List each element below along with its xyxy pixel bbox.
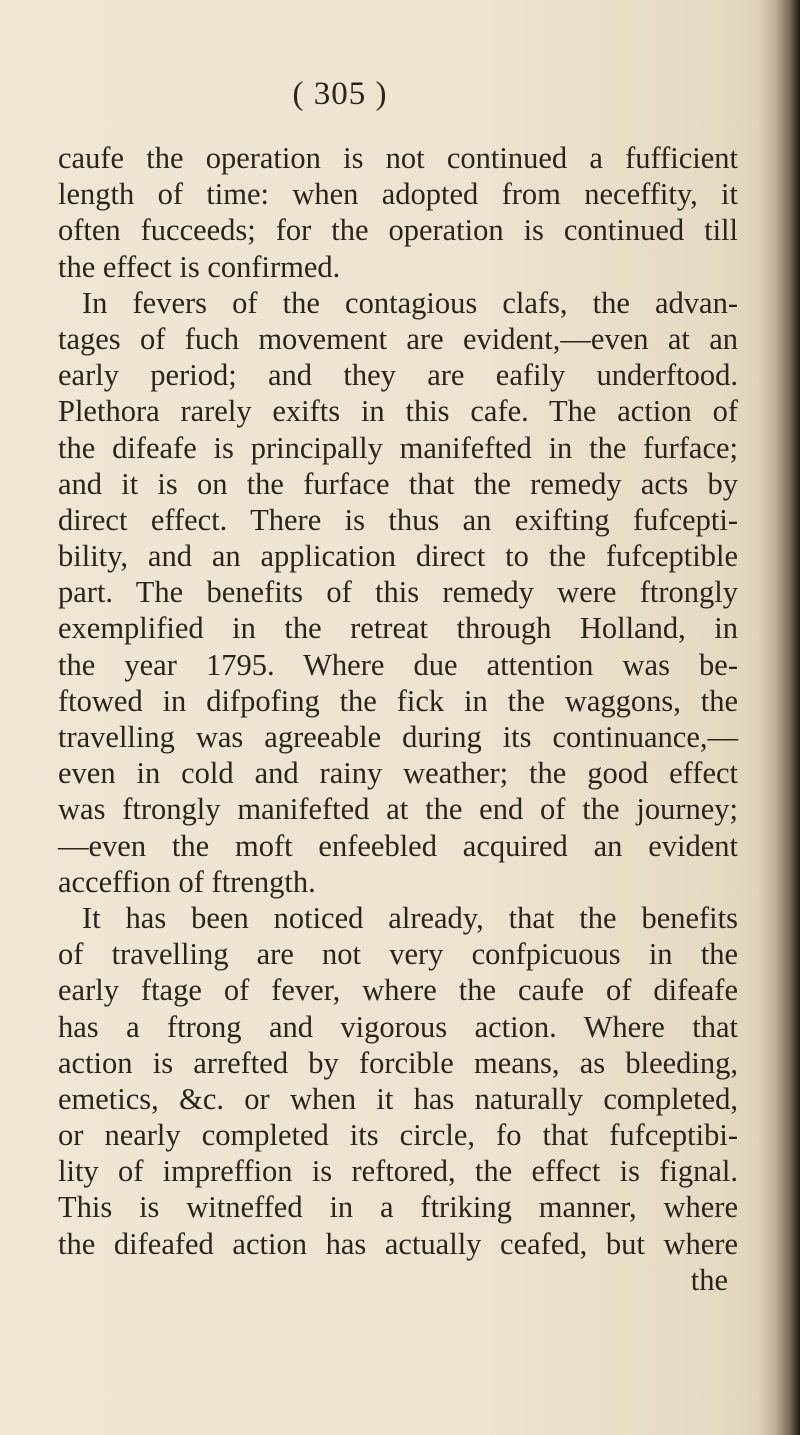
book-spine-shadow — [758, 0, 800, 1435]
paragraph-start-line: In fevers of the contagious clafs, the advan- — [82, 285, 738, 320]
text-line: This is witneffed in a ftriking manner, where — [58, 1190, 738, 1225]
text-line: acceffion of ftrength. — [58, 864, 316, 899]
text-line: Plethora rarely exifts in this cafe. The action of — [58, 394, 738, 429]
text-line: the difeafed action has actually ceafed, but where — [58, 1226, 738, 1261]
text-line: bility, and an application direct to the fufceptible — [58, 539, 738, 574]
text-line: lity of impreffion is reftored, the effect is fignal. — [58, 1154, 738, 1189]
text-line: or nearly completed its circle, fo that fufceptibi- — [58, 1118, 738, 1153]
text-line: ftowed in difpofing the fick in the waggons, the — [58, 683, 738, 718]
text-line: was ftrongly manifefted at the end of the journey; — [58, 792, 738, 827]
text-line: direct effect. There is thus an exifting fufcepti- — [58, 502, 738, 537]
text-line: exemplified in the retreat through Holland, in — [58, 611, 738, 646]
text-line: and it is on the furface that the remedy acts by — [58, 466, 738, 501]
paragraph-start-line: It has been noticed already, that the benefits — [82, 900, 738, 935]
text-line: caufe the operation is not continued a fufficient — [58, 141, 738, 175]
page-number: ( 305 ) — [292, 76, 388, 112]
text-line: action is arrefted by forcible means, as bleeding, — [58, 1045, 738, 1080]
text-line: emetics, &c. or when it has naturally completed, — [58, 1081, 738, 1116]
text-line: the difeafe is principally manifefted in the furface; — [58, 430, 738, 465]
text-line: travelling was agreeable during its continuance,— — [58, 720, 738, 754]
text-line: length of time: when adopted from neceffity, it — [58, 177, 738, 212]
text-line: of travelling are not very confpicuous in the — [58, 937, 738, 972]
text-line: early period; and they are eafily underftood. — [58, 358, 738, 393]
text-line: early ftage of fever, where the caufe of difeafe — [58, 973, 738, 1008]
text-line: tages of fuch movement are evident,—even at an — [58, 321, 738, 356]
text-line: often fucceeds; for the operation is continued till — [58, 213, 738, 248]
text-line: —even the moft enfeebled acquired an evident — [58, 828, 738, 863]
catchword: the — [690, 1262, 728, 1297]
text-line: has a ftrong and vigorous action. Where that — [58, 1009, 738, 1044]
text-line: the year 1795. Where due attention was be- — [58, 647, 738, 682]
body-text — [58, 140, 738, 1298]
text-line: the effect is confirmed. — [58, 249, 341, 284]
text-line: even in cold and rainy weather; the good effect — [58, 756, 738, 791]
text-line: part. The benefits of this remedy were ftrongly — [58, 575, 738, 610]
